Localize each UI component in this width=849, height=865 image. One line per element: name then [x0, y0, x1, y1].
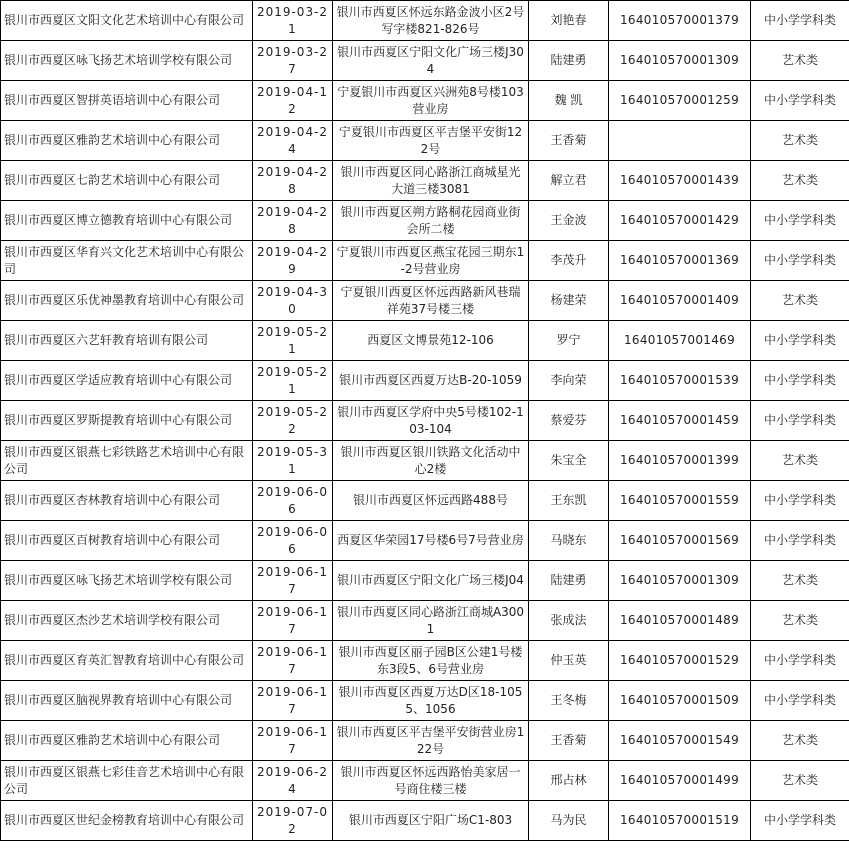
institution-name-cell: 银川市西夏区华育兴文化艺术培训中心有限公司 — [1, 241, 253, 281]
category-cell: 艺术类 — [751, 281, 849, 321]
address-cell: 宁夏银川市西夏区兴洲苑8号楼103营业房 — [333, 81, 529, 121]
table-row — [1, 761, 849, 801]
address-cell: 银川市西夏区宁阳文化广场三楼J304 — [333, 41, 529, 81]
license-number-cell: 164010570001459 — [609, 401, 751, 441]
date-cell: 2019-06-06 — [253, 481, 333, 521]
license-number-cell: 164010570001569 — [609, 521, 751, 561]
table-row — [1, 241, 849, 281]
institution-name-cell: 银川市西夏区脑视界教育培训中心有限公司 — [1, 681, 253, 721]
institution-name-cell: 银川市西夏区杰沙艺术培训学校有限公司 — [1, 601, 253, 641]
legal-person-cell: 马晓东 — [529, 521, 609, 561]
table-row — [1, 561, 849, 601]
legal-person-cell: 李茂升 — [529, 241, 609, 281]
date-cell: 2019-04-28 — [253, 201, 333, 241]
date-cell: 2019-07-02 — [253, 801, 333, 841]
legal-person-cell: 王冬梅 — [529, 681, 609, 721]
institution-name-cell: 银川市西夏区学适应教育培训中心有限公司 — [1, 361, 253, 401]
license-number-cell: 164010570001429 — [609, 201, 751, 241]
address-cell: 银川市西夏区西夏万达D区18-1055、1056 — [333, 681, 529, 721]
table-row — [1, 721, 849, 761]
address-cell: 宁夏银川西夏区怀远西路新风巷瑞祥苑37号楼三楼 — [333, 281, 529, 321]
legal-person-cell: 陆建勇 — [529, 561, 609, 601]
license-number-cell: 164010570001549 — [609, 721, 751, 761]
institution-name-cell: 银川市西夏区罗斯提教育培训中心有限公司 — [1, 401, 253, 441]
institution-name-cell: 银川市西夏区育英汇智教育培训中心有限公司 — [1, 641, 253, 681]
category-cell: 中小学学科类 — [751, 521, 849, 561]
license-number-cell: 164010570001539 — [609, 361, 751, 401]
legal-person-cell: 王香菊 — [529, 721, 609, 761]
address-cell: 银川市西夏区宁阳文化广场三楼J04 — [333, 561, 529, 601]
address-cell: 宁夏银川市西夏区平吉堡平安街122号 — [333, 121, 529, 161]
date-cell: 2019-05-31 — [253, 441, 333, 481]
address-cell: 宁夏银川市西夏区燕宝花园三期东1-2号营业房 — [333, 241, 529, 281]
legal-person-cell: 王香菊 — [529, 121, 609, 161]
license-number-cell: 164010570001439 — [609, 161, 751, 201]
category-cell: 中小学学科类 — [751, 361, 849, 401]
institution-name-cell: 银川市西夏区博立德教育培训中心有限公司 — [1, 201, 253, 241]
date-cell: 2019-06-06 — [253, 521, 333, 561]
legal-person-cell: 杨建荣 — [529, 281, 609, 321]
date-cell: 2019-05-21 — [253, 361, 333, 401]
category-cell: 中小学学科类 — [751, 201, 849, 241]
license-number-cell — [609, 121, 751, 161]
legal-person-cell: 王金波 — [529, 201, 609, 241]
address-cell: 银川市西夏区怀远西路怡美家居一号商住楼三楼 — [333, 761, 529, 801]
institution-name-cell: 银川市西夏区智拼英语培训中心有限公司 — [1, 81, 253, 121]
table-row — [1, 81, 849, 121]
table-row — [1, 681, 849, 721]
institution-name-cell: 银川市西夏区咏飞扬艺术培训学校有限公司 — [1, 561, 253, 601]
legal-person-cell: 李向荣 — [529, 361, 609, 401]
address-cell: 银川市西夏区银川铁路文化活动中心2楼 — [333, 441, 529, 481]
date-cell: 2019-06-17 — [253, 721, 333, 761]
address-cell: 银川市西夏区平吉堡平安街营业房122号 — [333, 721, 529, 761]
institution-name-cell: 银川市西夏区雅韵艺术培训中心有限公司 — [1, 721, 253, 761]
table-row — [1, 201, 849, 241]
category-cell: 艺术类 — [751, 601, 849, 641]
category-cell: 中小学学科类 — [751, 81, 849, 121]
date-cell: 2019-06-17 — [253, 561, 333, 601]
category-cell: 中小学学科类 — [751, 321, 849, 361]
table-row — [1, 521, 849, 561]
address-cell: 银川市西夏区怀远西路488号 — [333, 481, 529, 521]
legal-person-cell: 马为民 — [529, 801, 609, 841]
category-cell: 中小学学科类 — [751, 801, 849, 841]
legal-person-cell: 刘艳春 — [529, 1, 609, 41]
table-row — [1, 281, 849, 321]
license-number-cell: 164010570001409 — [609, 281, 751, 321]
institution-name-cell: 银川市西夏区咏飞扬艺术培训学校有限公司 — [1, 41, 253, 81]
institution-name-cell: 银川市西夏区七韵艺术培训中心有限公司 — [1, 161, 253, 201]
license-number-cell: 164010570001559 — [609, 481, 751, 521]
category-cell: 中小学学科类 — [751, 641, 849, 681]
date-cell: 2019-06-17 — [253, 681, 333, 721]
address-cell: 银川市西夏区宁阳广场C1-803 — [333, 801, 529, 841]
date-cell: 2019-06-17 — [253, 601, 333, 641]
legal-person-cell: 邢占林 — [529, 761, 609, 801]
legal-person-cell: 张成法 — [529, 601, 609, 641]
legal-person-cell: 罗宁 — [529, 321, 609, 361]
institution-name-cell: 银川市西夏区六艺轩教育培训有限公司 — [1, 321, 253, 361]
address-cell: 银川市西夏区丽子园B区公建1号楼东3段5、6号营业房 — [333, 641, 529, 681]
category-cell: 中小学学科类 — [751, 481, 849, 521]
category-cell: 艺术类 — [751, 561, 849, 601]
legal-person-cell: 王东凯 — [529, 481, 609, 521]
date-cell: 2019-04-12 — [253, 81, 333, 121]
license-number-cell: 164010570001369 — [609, 241, 751, 281]
table-row — [1, 1, 849, 41]
legal-person-cell: 解立君 — [529, 161, 609, 201]
date-cell: 2019-05-21 — [253, 321, 333, 361]
table-row — [1, 441, 849, 481]
table-row — [1, 801, 849, 841]
date-cell: 2019-06-17 — [253, 641, 333, 681]
license-number-cell: 164010570001519 — [609, 801, 751, 841]
license-number-cell: 164010570001499 — [609, 761, 751, 801]
date-cell: 2019-04-30 — [253, 281, 333, 321]
institution-name-cell: 银川市西夏区百树教育培训中心有限公司 — [1, 521, 253, 561]
institution-name-cell: 银川市西夏区世纪金榜教育培训中心有限公司 — [1, 801, 253, 841]
address-cell: 银川市西夏区同心路浙江商城A3001 — [333, 601, 529, 641]
category-cell: 艺术类 — [751, 121, 849, 161]
address-cell: 银川市西夏区同心路浙江商城星光大道三楼3081 — [333, 161, 529, 201]
table-row — [1, 41, 849, 81]
legal-person-cell: 陆建勇 — [529, 41, 609, 81]
date-cell: 2019-03-27 — [253, 41, 333, 81]
table-body — [1, 1, 849, 841]
category-cell: 中小学学科类 — [751, 401, 849, 441]
category-cell: 中小学学科类 — [751, 1, 849, 41]
table-row — [1, 361, 849, 401]
address-cell: 西夏区华荣园17号楼6号7号营业房 — [333, 521, 529, 561]
category-cell: 中小学学科类 — [751, 681, 849, 721]
institution-name-cell: 银川市西夏区雅韵艺术培训中心有限公司 — [1, 121, 253, 161]
legal-person-cell: 蔡爱芬 — [529, 401, 609, 441]
category-cell: 艺术类 — [751, 761, 849, 801]
category-cell: 艺术类 — [751, 441, 849, 481]
address-cell: 银川市西夏区朔方路桐花园商业街会所二楼 — [333, 201, 529, 241]
institution-name-cell: 银川市西夏区文阳文化艺术培训中心有限公司 — [1, 1, 253, 41]
table-row — [1, 401, 849, 441]
institution-name-cell: 银川市西夏区银燕七彩铁路艺术培训中心有限公司 — [1, 441, 253, 481]
license-number-cell: 164010570001489 — [609, 601, 751, 641]
license-number-cell: 164010570001259 — [609, 81, 751, 121]
institution-name-cell: 银川市西夏区乐优神墨教育培训中心有限公司 — [1, 281, 253, 321]
license-number-cell: 164010570001379 — [609, 1, 751, 41]
address-cell: 银川市西夏区怀远东路金波小区2号写字楼821-826号 — [333, 1, 529, 41]
date-cell: 2019-04-29 — [253, 241, 333, 281]
legal-person-cell: 朱宝全 — [529, 441, 609, 481]
legal-person-cell: 魏 凯 — [529, 81, 609, 121]
category-cell: 艺术类 — [751, 721, 849, 761]
date-cell: 2019-04-24 — [253, 121, 333, 161]
license-number-cell: 164010570001529 — [609, 641, 751, 681]
address-cell: 银川市西夏区西夏万达B-20-1059 — [333, 361, 529, 401]
category-cell: 艺术类 — [751, 161, 849, 201]
license-number-cell: 164010570001309 — [609, 561, 751, 601]
license-number-cell: 16401057001469 — [609, 321, 751, 361]
license-number-cell: 164010570001509 — [609, 681, 751, 721]
table-row — [1, 641, 849, 681]
address-cell: 西夏区文博景苑12-106 — [333, 321, 529, 361]
legal-person-cell: 仲玉英 — [529, 641, 609, 681]
category-cell: 艺术类 — [751, 41, 849, 81]
table-row — [1, 121, 849, 161]
table-row — [1, 601, 849, 641]
license-number-cell: 164010570001309 — [609, 41, 751, 81]
table-row — [1, 481, 849, 521]
table-row — [1, 161, 849, 201]
address-cell: 银川市西夏区学府中央5号楼102-103-104 — [333, 401, 529, 441]
date-cell: 2019-05-22 — [253, 401, 333, 441]
table-row — [1, 321, 849, 361]
license-number-cell: 164010570001399 — [609, 441, 751, 481]
date-cell: 2019-03-21 — [253, 1, 333, 41]
institution-name-cell: 银川市西夏区银燕七彩佳音艺术培训中心有限公司 — [1, 761, 253, 801]
institution-name-cell: 银川市西夏区杏林教育培训中心有限公司 — [1, 481, 253, 521]
category-cell: 中小学学科类 — [751, 241, 849, 281]
date-cell: 2019-06-24 — [253, 761, 333, 801]
date-cell: 2019-04-28 — [253, 161, 333, 201]
